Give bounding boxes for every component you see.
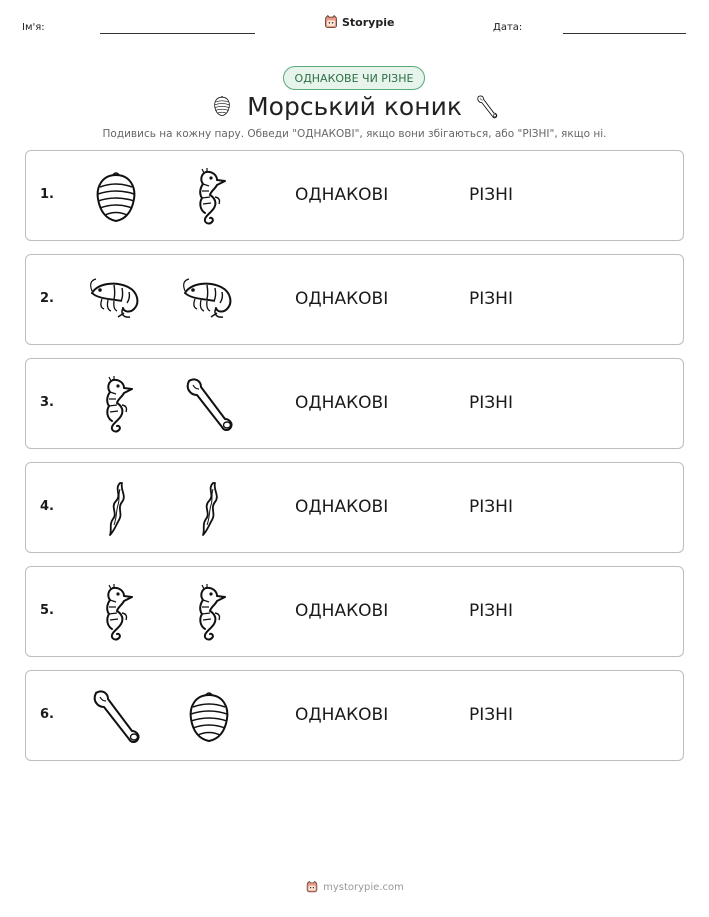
shrimp-icon [86,271,146,331]
row-number: 3. [40,395,54,410]
bone-icon [86,687,146,747]
footer [0,880,709,894]
row-number: 6. [40,707,54,722]
footer-site: mystorypie.com [323,881,404,893]
same-option[interactable]: ОДНАКОВІ [295,705,389,725]
row-number: 2. [40,291,54,306]
different-option[interactable]: РІЗНІ [469,185,513,205]
nut-icon [86,167,146,227]
different-option[interactable]: РІЗНІ [469,497,513,517]
different-option[interactable]: РІЗНІ [469,393,513,413]
worksheet-row [25,150,684,241]
same-option[interactable]: ОДНАКОВІ [295,497,389,517]
worksheet-row [25,462,684,553]
seaweed-icon [86,479,146,539]
different-option[interactable]: РІЗНІ [469,705,513,725]
same-option[interactable]: ОДНАКОВІ [295,393,389,413]
bone-icon [474,94,500,120]
seahorse-icon [86,375,146,435]
worksheet-row [25,566,684,657]
mascot-icon [323,14,339,30]
brand-name: Storypie [342,15,395,29]
row-number: 4. [40,499,54,514]
name-label: Ім'я: [22,22,45,33]
worksheet-row [25,670,684,761]
brand-logo [323,14,394,30]
name-field[interactable] [100,33,255,34]
mascot-icon [305,880,319,894]
same-option[interactable]: ОДНАКОВІ [295,289,389,309]
seahorse-icon [179,167,239,227]
instructions: Подивись на кожну пару. Обведи "ОДНАКОВІ", якщо вони збігаються, або "РІЗНІ", якщо ні. [102,128,607,140]
seahorse-icon [86,583,146,643]
date-label: Дата: [493,22,523,33]
worksheet-row [25,254,684,345]
same-option[interactable]: ОДНАКОВІ [295,601,389,621]
different-option[interactable]: РІЗНІ [469,289,513,309]
row-number: 1. [40,187,54,202]
nut-icon [179,687,239,747]
same-option[interactable]: ОДНАКОВІ [295,185,389,205]
page-title: Морський коник [247,92,462,121]
seahorse-icon [179,583,239,643]
date-field[interactable] [563,33,686,34]
row-number: 5. [40,603,54,618]
worksheet-badge: ОДНАКОВЕ ЧИ РІЗНЕ [283,66,425,90]
shrimp-icon [179,271,239,331]
seaweed-icon [179,479,239,539]
worksheet-row [25,358,684,449]
bone-icon [179,375,239,435]
different-option[interactable]: РІЗНІ [469,601,513,621]
